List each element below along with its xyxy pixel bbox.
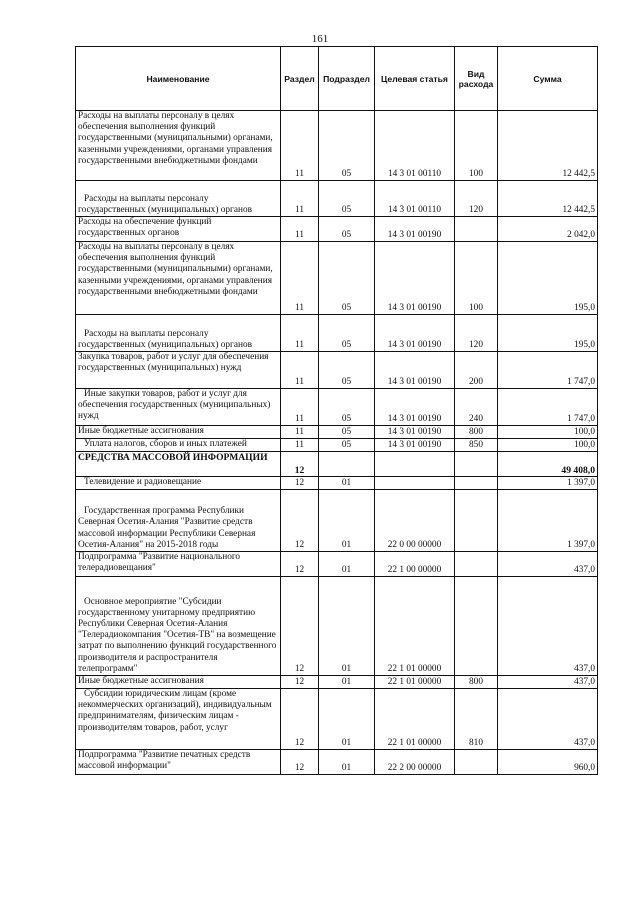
row-subsection: 01	[319, 477, 375, 490]
table-row	[76, 111, 598, 181]
row-target: 14 3 01 00190	[375, 352, 455, 389]
row-sum: 437,0	[498, 552, 598, 577]
row-name: Расходы на выплаты персоналу государственных (муниципальных) органов	[76, 181, 281, 217]
table-row	[76, 352, 598, 389]
row-subsection: 05	[319, 439, 375, 452]
row-target: 14 3 01 00190	[375, 315, 455, 352]
table-row	[76, 426, 598, 439]
row-section: 11	[281, 352, 319, 389]
table-row	[76, 389, 598, 426]
row-name: Расходы на выплаты персоналу в целях обеспечения выполнения функций государственными (муниципальными) органами, казенными учреждениями, органами управления государственными внебюджетными фондами	[76, 111, 281, 181]
table-row	[76, 689, 598, 750]
row-name: Подпрограмма "Развитие печатных средств массовой информации"	[76, 750, 281, 775]
row-kind: 850	[455, 439, 498, 452]
row-target: 22 1 00 00000	[375, 552, 455, 577]
table-row	[76, 490, 598, 552]
row-sum: 12 442,5	[498, 181, 598, 217]
row-name: Иные бюджетные ассигнования	[76, 426, 281, 439]
row-subsection: 01	[319, 490, 375, 552]
row-subsection: 05	[319, 217, 375, 242]
row-subsection: 05	[319, 315, 375, 352]
row-target: 14 3 01 00190	[375, 242, 455, 315]
table-row	[76, 181, 598, 217]
row-target: 14 3 01 00110	[375, 181, 455, 217]
row-section: 11	[281, 217, 319, 242]
row-sum: 100,0	[498, 439, 598, 452]
row-sum: 195,0	[498, 315, 598, 352]
row-kind: 240	[455, 389, 498, 426]
row-subsection: 05	[319, 111, 375, 181]
table-row	[76, 477, 598, 490]
row-section: 11	[281, 181, 319, 217]
row-subsection: 01	[319, 750, 375, 775]
row-name: Подпрограмма "Развитие национального телерадиовещания"	[76, 552, 281, 577]
row-sum: 195,0	[498, 242, 598, 315]
header-section: Раздел	[281, 47, 319, 111]
row-target: 14 3 01 00190	[375, 439, 455, 452]
row-kind	[455, 577, 498, 676]
row-kind	[455, 490, 498, 552]
row-sum: 1 747,0	[498, 389, 598, 426]
row-kind	[455, 552, 498, 577]
row-sum: 960,0	[498, 750, 598, 775]
row-kind: 120	[455, 315, 498, 352]
table-row	[76, 750, 598, 775]
row-name: Субсидии юридическим лицам (кроме некоммерческих организаций), индивидуальным предпринимателям, физическим лицам - производителям товаров, работ, услуг	[76, 689, 281, 750]
table-row	[76, 676, 598, 689]
row-name: СРЕДСТВА МАССОВОЙ ИНФОРМАЦИИ	[76, 452, 281, 477]
row-target: 22 2 00 00000	[375, 750, 455, 775]
row-target: 14 3 01 00190	[375, 389, 455, 426]
row-name: Иные закупки товаров, работ и услуг для обеспечения государственных (муниципальных) нужд	[76, 389, 281, 426]
row-name: Закупка товаров, работ и услуг для обеспечения государственных (муниципальных) нужд	[76, 352, 281, 389]
table-row	[76, 217, 598, 242]
row-section: 11	[281, 111, 319, 181]
row-sum: 1 397,0	[498, 490, 598, 552]
row-kind: 810	[455, 689, 498, 750]
row-section: 11	[281, 426, 319, 439]
row-kind: 800	[455, 676, 498, 689]
row-subsection	[319, 452, 375, 477]
row-section: 12	[281, 477, 319, 490]
row-sum: 1 397,0	[498, 477, 598, 490]
row-name: Иные бюджетные ассигнования	[76, 676, 281, 689]
row-kind: 100	[455, 242, 498, 315]
budget-table	[75, 46, 598, 775]
row-section: 11	[281, 389, 319, 426]
row-subsection: 05	[319, 181, 375, 217]
row-sum: 1 747,0	[498, 352, 598, 389]
row-name: Расходы на обеспечение функций государственных органов	[76, 217, 281, 242]
table-header-row	[76, 47, 598, 111]
row-target: 22 1 01 00000	[375, 689, 455, 750]
row-section: 12	[281, 577, 319, 676]
row-kind	[455, 217, 498, 242]
row-target: 22 1 01 00000	[375, 577, 455, 676]
row-name: Уплата налогов, сборов и иных платежей	[76, 439, 281, 452]
row-section: 12	[281, 490, 319, 552]
row-target: 14 3 01 00110	[375, 111, 455, 181]
row-kind: 100	[455, 111, 498, 181]
header-subsection: Подраздел	[319, 47, 375, 111]
row-name: Телевидение и радиовещание	[76, 477, 281, 490]
row-sum: 2 042,0	[498, 217, 598, 242]
page-number: 161	[311, 33, 329, 45]
row-target	[375, 452, 455, 477]
row-subsection: 05	[319, 242, 375, 315]
row-section: 12	[281, 552, 319, 577]
table-row	[76, 315, 598, 352]
table-row	[76, 552, 598, 577]
row-kind: 800	[455, 426, 498, 439]
row-subsection: 05	[319, 389, 375, 426]
row-name: Государственная программа Республики Северная Осетия-Алания "Развитие средств массовой информации Республики Северная Осетия-Алания" на 2015-2018 годы	[76, 490, 281, 552]
header-kind: Вид расхода	[455, 47, 498, 111]
row-target	[375, 477, 455, 490]
row-sum: 49 408,0	[498, 452, 598, 477]
row-kind: 120	[455, 181, 498, 217]
table-row	[76, 242, 598, 315]
row-sum: 100,0	[498, 426, 598, 439]
row-target: 22 1 01 00000	[375, 676, 455, 689]
row-target: 22 0 00 00000	[375, 490, 455, 552]
row-sum: 437,0	[498, 577, 598, 676]
row-sum: 437,0	[498, 676, 598, 689]
row-kind	[455, 452, 498, 477]
header-name: Наименование	[76, 47, 281, 111]
row-kind	[455, 477, 498, 490]
row-sum: 12 442,5	[498, 111, 598, 181]
row-section: 11	[281, 315, 319, 352]
row-section: 11	[281, 439, 319, 452]
table-row	[76, 452, 598, 477]
row-sum: 437,0	[498, 689, 598, 750]
row-subsection: 05	[319, 352, 375, 389]
row-subsection: 01	[319, 552, 375, 577]
row-section: 12	[281, 750, 319, 775]
table-row	[76, 439, 598, 452]
row-subsection: 01	[319, 676, 375, 689]
row-target: 14 3 01 00190	[375, 426, 455, 439]
row-section: 12	[281, 452, 319, 477]
row-subsection: 01	[319, 577, 375, 676]
row-kind	[455, 750, 498, 775]
row-name: Расходы на выплаты персоналу государственных (муниципальных) органов	[76, 315, 281, 352]
row-section: 12	[281, 676, 319, 689]
table-row	[76, 577, 598, 676]
row-kind: 200	[455, 352, 498, 389]
row-subsection: 01	[319, 689, 375, 750]
row-target: 14 3 01 00190	[375, 217, 455, 242]
row-section: 11	[281, 242, 319, 315]
header-target: Целевая статья	[375, 47, 455, 111]
row-section: 12	[281, 689, 319, 750]
row-subsection: 05	[319, 426, 375, 439]
row-name: Расходы на выплаты персоналу в целях обеспечения выполнения функций государственными (муниципальными) органами, казенными учреждениями, органами управления государственными внебюджетными фондами	[76, 242, 281, 315]
row-name: Основное мероприятие "Субсидии государственному унитарному предприятию Республики Северная Осетия-Алания "Телерадиокомпания "Осетия-ТВ" на возмещение затрат по выполнению функций государственного производителя и распространителя телепрограмм"	[76, 577, 281, 676]
header-sum: Сумма	[498, 47, 598, 111]
